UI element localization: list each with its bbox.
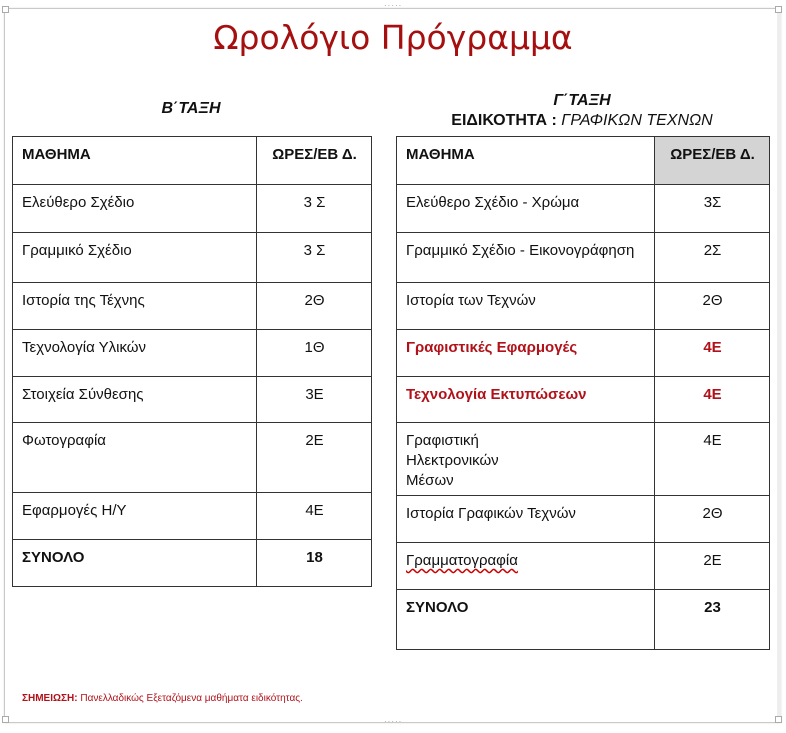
- vertical-scrollbar[interactable]: [777, 10, 781, 718]
- table-row: [397, 185, 770, 233]
- table-row: [397, 233, 770, 283]
- table-row: [13, 233, 372, 283]
- subject-cell: Γραμμικό Σχέδιο: [13, 233, 257, 283]
- hours-cell: 4Ε: [655, 377, 770, 423]
- subject-cell: Ελεύθερο Σχέδιο: [13, 185, 257, 233]
- total-hours: 18: [257, 540, 372, 587]
- class-b-schedule-table: [12, 136, 372, 587]
- table-row: [13, 185, 372, 233]
- hours-cell: 2Θ: [655, 283, 770, 330]
- subject-cell: Ιστορία Γραφικών Τεχνών: [397, 496, 655, 543]
- class-b-heading: Β΄ΤΑΞΗ: [161, 100, 221, 117]
- subject-cell: Ιστορία των Τεχνών: [397, 283, 655, 330]
- specialty-line: [396, 111, 768, 131]
- subject-cell: Εφαρμογές Η/Υ: [13, 493, 257, 540]
- subject-cell: Γραμμικό Σχέδιο - Εικονογράφηση: [397, 233, 655, 283]
- subject-text: Γραφιστική Ηλεκτρονικών Μέσων: [406, 432, 499, 489]
- hours-cell: 2Σ: [655, 233, 770, 283]
- subject-cell: Γραφιστικές Εφαρμογές: [397, 330, 655, 377]
- total-label: ΣΥΝΟΛΟ: [397, 590, 655, 650]
- specialty-label: ΕΙΔΙΚΟΤΗΤΑ :: [451, 112, 557, 129]
- hours-cell: 2Θ: [257, 283, 372, 330]
- table-row: [397, 543, 770, 590]
- hours-cell: 3Σ: [655, 185, 770, 233]
- specialty-value: ΓΡΑΦΙΚΩΝ ΤΕΧΝΩΝ: [561, 112, 713, 129]
- hours-cell: 2Ε: [257, 423, 372, 493]
- hours-cell: 4Ε: [257, 493, 372, 540]
- hours-cell: 3Ε: [257, 377, 372, 423]
- subject-cell: Ελεύθερο Σχέδιο - Χρώμα: [397, 185, 655, 233]
- table-row: [13, 330, 372, 377]
- hours-cell: 2Ε: [655, 543, 770, 590]
- subject-cell: Ιστορία της Τέχνης: [13, 283, 257, 330]
- resize-handle-corner-icon[interactable]: [775, 716, 782, 723]
- table-row: [13, 283, 372, 330]
- table-row-highlight: [397, 377, 770, 423]
- footnote-text: Πανελλαδικώς Εξεταζόμενα μαθήματα ειδικότητας.: [80, 693, 303, 704]
- class-c-heading: Γ΄ΤΑΞΗ: [553, 92, 611, 109]
- resize-handle-bottom-icon[interactable]: ·····: [384, 717, 403, 726]
- subject-cell: Φωτογραφία: [13, 423, 257, 493]
- hours-cell: 4Ε: [655, 423, 770, 496]
- hours-cell: 3 Σ: [257, 233, 372, 283]
- column-header-subject: ΜΑΘΗΜΑ: [13, 137, 257, 185]
- table-row-highlight: [397, 330, 770, 377]
- subject-cell: Τεχνολογία Υλικών: [13, 330, 257, 377]
- resize-handle-corner-icon[interactable]: [2, 716, 9, 723]
- column-header-hours: ΩΡΕΣ/ΕΒ Δ.: [257, 137, 372, 185]
- class-c-heading-block: [396, 91, 768, 131]
- column-header-hours: ΩΡΕΣ/ΕΒ Δ.: [655, 137, 770, 185]
- resize-handle-corner-icon[interactable]: [2, 6, 9, 13]
- subject-cell: Τεχνολογία Εκτυπώσεων: [397, 377, 655, 423]
- hours-cell: 3 Σ: [257, 185, 372, 233]
- footnote: [22, 693, 303, 704]
- table-row: [13, 423, 372, 493]
- subject-cell: [397, 423, 655, 496]
- table-total-row: [13, 540, 372, 587]
- table-header-row: [13, 137, 372, 185]
- total-hours: 23: [655, 590, 770, 650]
- hours-cell: 1Θ: [257, 330, 372, 377]
- table-header-row: [397, 137, 770, 185]
- table-row: [397, 423, 770, 496]
- hours-cell: 4Ε: [655, 330, 770, 377]
- page-title: Ωρολόγιο Πρόγραμμα: [213, 18, 573, 57]
- table-row: [13, 493, 372, 540]
- table-row: [13, 377, 372, 423]
- table-row: [397, 283, 770, 330]
- subject-cell: [397, 543, 655, 590]
- subject-text-spellcheck: Γραμματογραφία: [406, 552, 518, 569]
- table-total-row: [397, 590, 770, 650]
- resize-handle-top-icon[interactable]: ·····: [384, 1, 403, 10]
- resize-handle-corner-icon[interactable]: [775, 6, 782, 13]
- subject-cell: Στοιχεία Σύνθεσης: [13, 377, 257, 423]
- column-header-subject: ΜΑΘΗΜΑ: [397, 137, 655, 185]
- class-c-schedule-table: [396, 136, 770, 650]
- total-label: ΣΥΝΟΛΟ: [13, 540, 257, 587]
- footnote-label: ΣΗΜΕΙΩΣΗ:: [22, 693, 78, 704]
- table-row: [397, 496, 770, 543]
- hours-cell: 2Θ: [655, 496, 770, 543]
